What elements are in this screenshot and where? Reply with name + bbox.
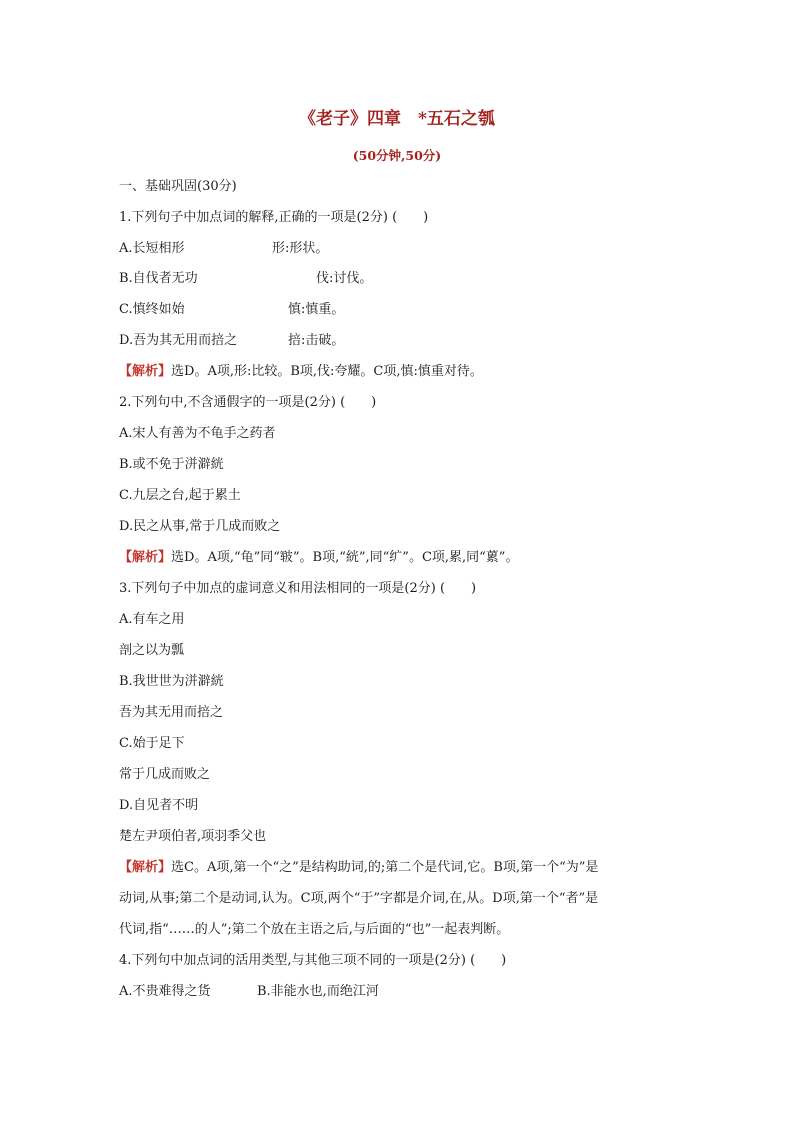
q3-option-a: A.有车之用 bbox=[119, 612, 185, 627]
question-text: 1.下列句子中加点词的解释,正确的一项是(2分) bbox=[119, 210, 388, 225]
page-subtitle: (50分钟,50分) bbox=[352, 148, 442, 163]
q1-option-c bbox=[119, 301, 719, 319]
option-label: C.慎终如始 bbox=[119, 302, 185, 317]
q4-option-b: B.非能水也,而绝江河 bbox=[257, 984, 379, 999]
option-gloss: 伐:讨伐。 bbox=[316, 271, 373, 286]
q3-option-b-pair: 吾为其无用而掊之 bbox=[119, 705, 224, 720]
q2-analysis bbox=[119, 549, 518, 567]
analysis-tag: 【解析】 bbox=[119, 364, 172, 379]
option-gloss: 形:形状。 bbox=[272, 241, 329, 256]
analysis-text: 选D。A项,形:比较。B项,伐:夸耀。C项,慎:慎重对待。 bbox=[171, 364, 483, 379]
q3-analysis-line-1 bbox=[119, 859, 598, 877]
analysis-text: 选D。A项,“龟”同“皲”。B项,“絖”,同“纩”。C项,累,同“蔂”。 bbox=[171, 550, 519, 565]
q3-analysis-line-2: 动词,从事;第二个是动词,认为。C项,两个“于”字都是介词,在,从。D项,第一个“者”是 bbox=[119, 891, 599, 906]
option-label: B.自伐者无功 bbox=[119, 271, 198, 286]
q3-option-c: C.始于足下 bbox=[119, 736, 185, 751]
question-4-stem bbox=[119, 952, 506, 970]
option-gloss: 慎:慎重。 bbox=[288, 302, 345, 317]
answer-blank: ( ) bbox=[340, 395, 377, 410]
question-1-stem bbox=[119, 209, 428, 227]
q3-analysis-line-3: 代词,指“……的人”;第二个放在主语之后,与后面的“也”一起表判断。 bbox=[119, 922, 510, 937]
section-heading: 一、基础巩固(30分) bbox=[119, 179, 237, 194]
answer-blank: ( ) bbox=[392, 210, 429, 225]
analysis-tag: 【解析】 bbox=[119, 860, 172, 875]
q3-option-a-pair: 剖之以为瓢 bbox=[119, 643, 185, 658]
q3-option-d: D.自见者不明 bbox=[119, 798, 199, 813]
answer-blank: ( ) bbox=[470, 953, 507, 968]
q4-option-a: A.不贵难得之货 bbox=[119, 984, 211, 999]
option-label: D.吾为其无用而掊之 bbox=[119, 333, 238, 348]
analysis-text: 选C。A项,第一个“之”是结构助词,的;第二个是代词,它。B项,第一个“为”是 bbox=[171, 860, 599, 875]
option-gloss: 掊:击破。 bbox=[288, 333, 345, 348]
q1-option-d bbox=[119, 332, 719, 350]
q1-analysis bbox=[119, 363, 483, 381]
analysis-tag: 【解析】 bbox=[119, 550, 172, 565]
q2-option-d: D.民之从事,常于几成而败之 bbox=[119, 519, 281, 534]
q2-option-b: B.或不免于洴澼絖 bbox=[119, 457, 224, 472]
question-text: 3.下列句子中加点的虚词意义和用法相同的一项是(2分) bbox=[119, 581, 436, 596]
question-text: 4.下列句中加点词的活用类型,与其他三项不同的一项是(2分) bbox=[119, 953, 466, 968]
q3-option-c-pair: 常于几成而败之 bbox=[119, 767, 211, 782]
answer-blank: ( ) bbox=[439, 581, 477, 596]
question-3-stem bbox=[119, 580, 476, 598]
q1-option-b bbox=[119, 270, 719, 288]
q1-option-a bbox=[119, 240, 719, 258]
page-title: 《老子》四章 *五石之瓠 bbox=[299, 109, 495, 129]
question-text: 2.下列句中,不含通假字的一项是(2分) bbox=[119, 395, 336, 410]
q3-option-d-pair: 楚左尹项伯者,项羽季父也 bbox=[119, 829, 267, 844]
q2-option-a: A.宋人有善为不龟手之药者 bbox=[119, 426, 276, 441]
q2-option-c: C.九层之台,起于累土 bbox=[119, 488, 241, 503]
q3-option-b: B.我世世为洴澼絖 bbox=[119, 674, 224, 689]
option-label: A.长短相形 bbox=[119, 241, 185, 256]
q4-options-row bbox=[119, 983, 719, 1001]
question-2-stem bbox=[119, 394, 376, 412]
